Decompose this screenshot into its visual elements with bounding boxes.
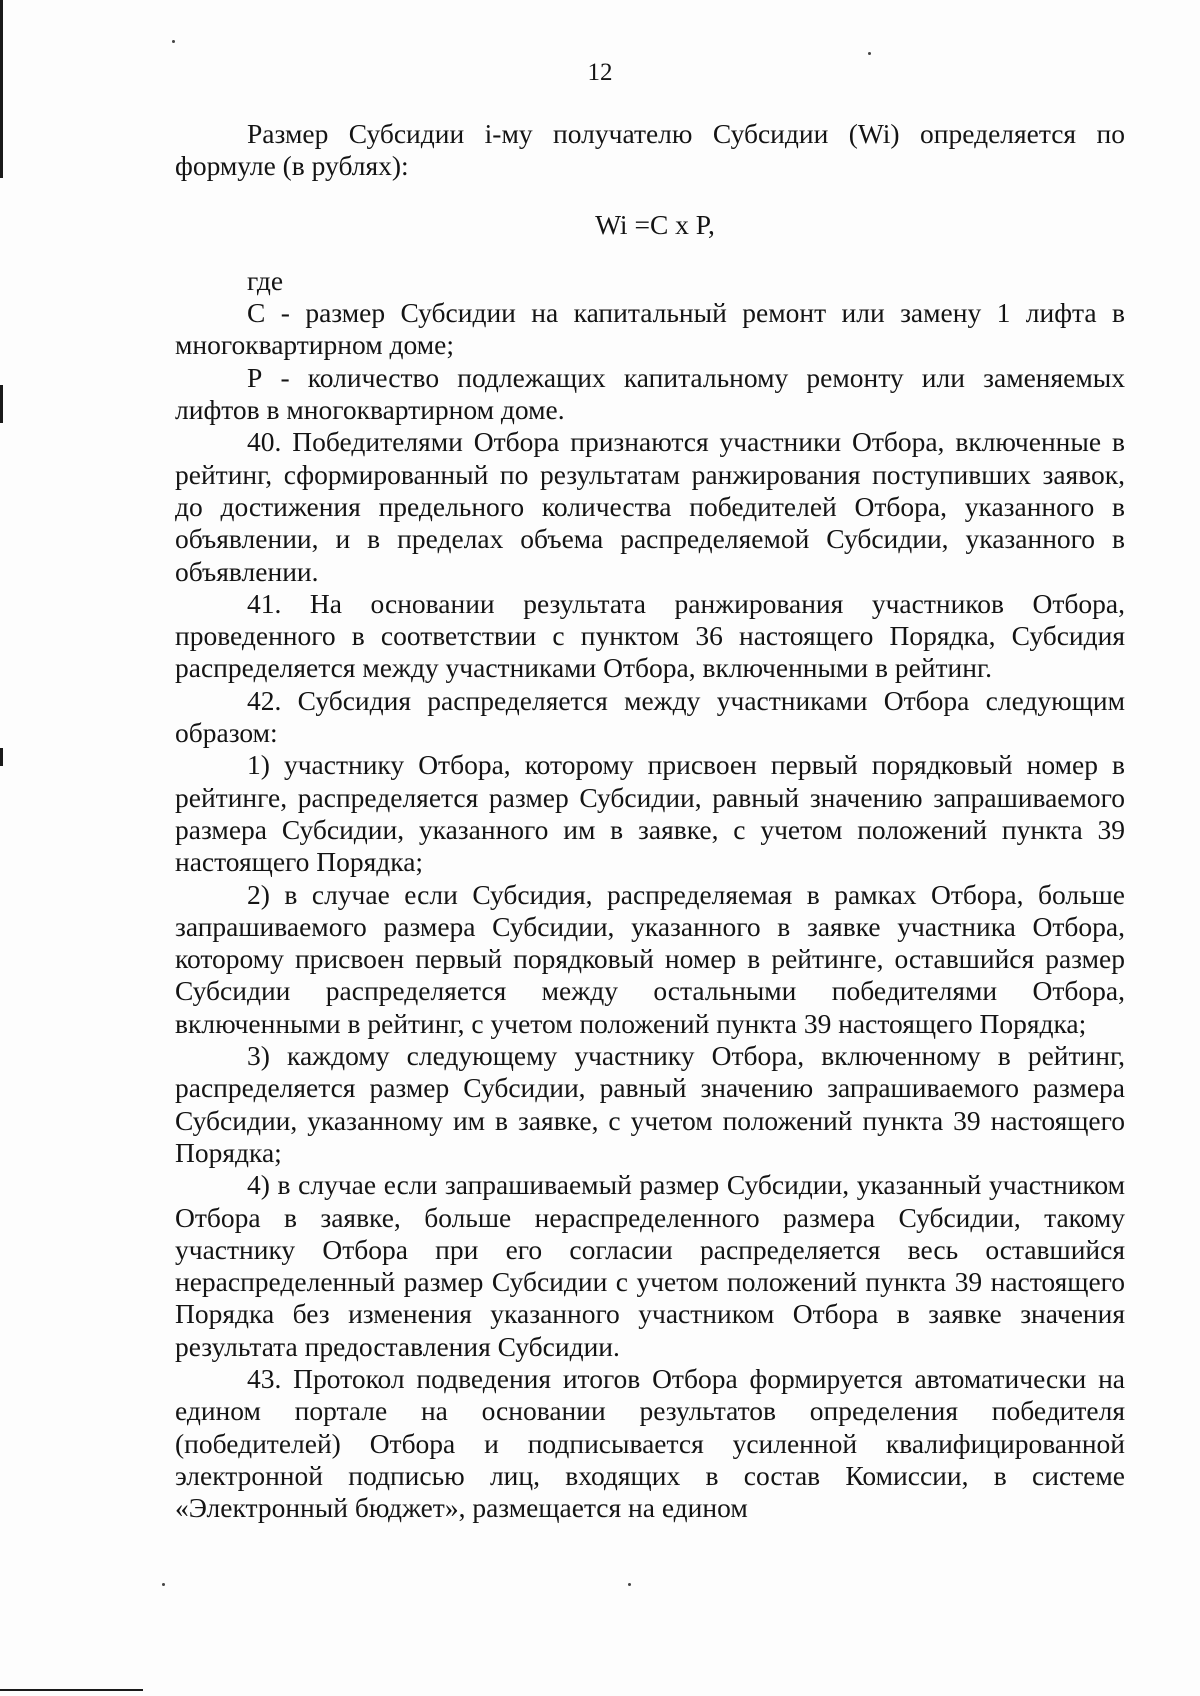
scan-speck — [162, 1583, 165, 1586]
page-number: 12 — [587, 59, 613, 86]
paragraph-42-item-1: 1) участнику Отбора, которому присвоен первый порядковый номер в рейтинге, распределяется размер Субсидии, равный значению запрашиваемого размера Субсидии, указанного им в заявке, с учетом положений пункта 39 настоящего Порядка; — [175, 749, 1125, 878]
scan-speck — [868, 52, 871, 55]
variable-c-definition: С - размер Субсидии на капитальный ремонт или замену 1 лифта в многоквартирном доме; — [175, 297, 1125, 361]
scan-edge-mark — [0, 748, 3, 766]
formula: Wi =C x P, — [595, 208, 715, 240]
paragraph-42-item-3: 3) каждому следующему участнику Отбора, включенному в рейтинг, распределяется размер Субсидии, равный значению запрашиваемого размера Субсидии, указанному им в заявке, с учетом положений пункта 39 настоящего Порядка; — [175, 1040, 1125, 1168]
scan-speck — [628, 1583, 631, 1586]
variable-p-definition: Р - количество подлежащих капитальному ремонту или заменяемых лифтов в многоквартирном доме. — [175, 361, 1125, 426]
scan-edge-mark — [0, 1689, 143, 1691]
paragraph-42-item-2: 2) в случае если Субсидия, распределяемая в рамках Отбора, больше запрашиваемого размера Субсидии, указанного в заявке участника Отбора, которому присвоен первый порядковый номер в рейтинге, оставшийся размер Субсидии распределяется между остальными победителями Отбора, включенными в рейтинг, с учетом положений пункта 39 настоящего Порядка; — [175, 878, 1125, 1039]
intro-paragraph: Размер Субсидии i-му получателю Субсидии (Wi) определяется по формуле (в рублях): — [175, 118, 1126, 182]
paragraph-42: 42. Субсидия распределяется между участниками Отбора следующим образом: — [175, 684, 1125, 749]
paragraph-43: 43. Протокол подведения итогов Отбора формируется автоматически на едином портале на основании результатов определения победителя (победителей) Отбора и подписывается усиленной квалифицированной электронной подписью лиц, входящих в состав Комиссии, в системе «Электронный бюджет», размещается на едином — [175, 1362, 1125, 1524]
where-label: где — [247, 264, 284, 296]
paragraph-40: 40. Победителями Отбора признаются участники Отбора, включенные в рейтинг, сформированный по результатам ранжирования поступивших заявок, до достижения предельного количества победителей Отбора, указанного в объявлении, и в пределах объема распределяемой Субсидии, указанного в объявлении. — [175, 426, 1125, 587]
document-body — [175, 118, 1125, 1524]
scan-edge-mark — [0, 385, 3, 423]
paragraph-42-item-4: 4) в случае если запрашиваемый размер Субсидии, указанный участником Отбора в заявке, больше нераспределенного размера Субсидии, такому участнику Отбора при его согласии распределяется весь оставшийся нераспределенный размер Субсидии с учетом положений пункта 39 настоящего Порядка без изменения указанного участником Отбора в заявке значения результата предоставления Субсидии. — [175, 1169, 1125, 1362]
scan-speck — [172, 40, 175, 43]
paragraph-41: 41. На основании результата ранжирования участников Отбора, проведенного в соответствии с пунктом 36 настоящего Порядка, Субсидия распределяется между участниками Отбора, включенными в рейтинг. — [175, 587, 1125, 684]
